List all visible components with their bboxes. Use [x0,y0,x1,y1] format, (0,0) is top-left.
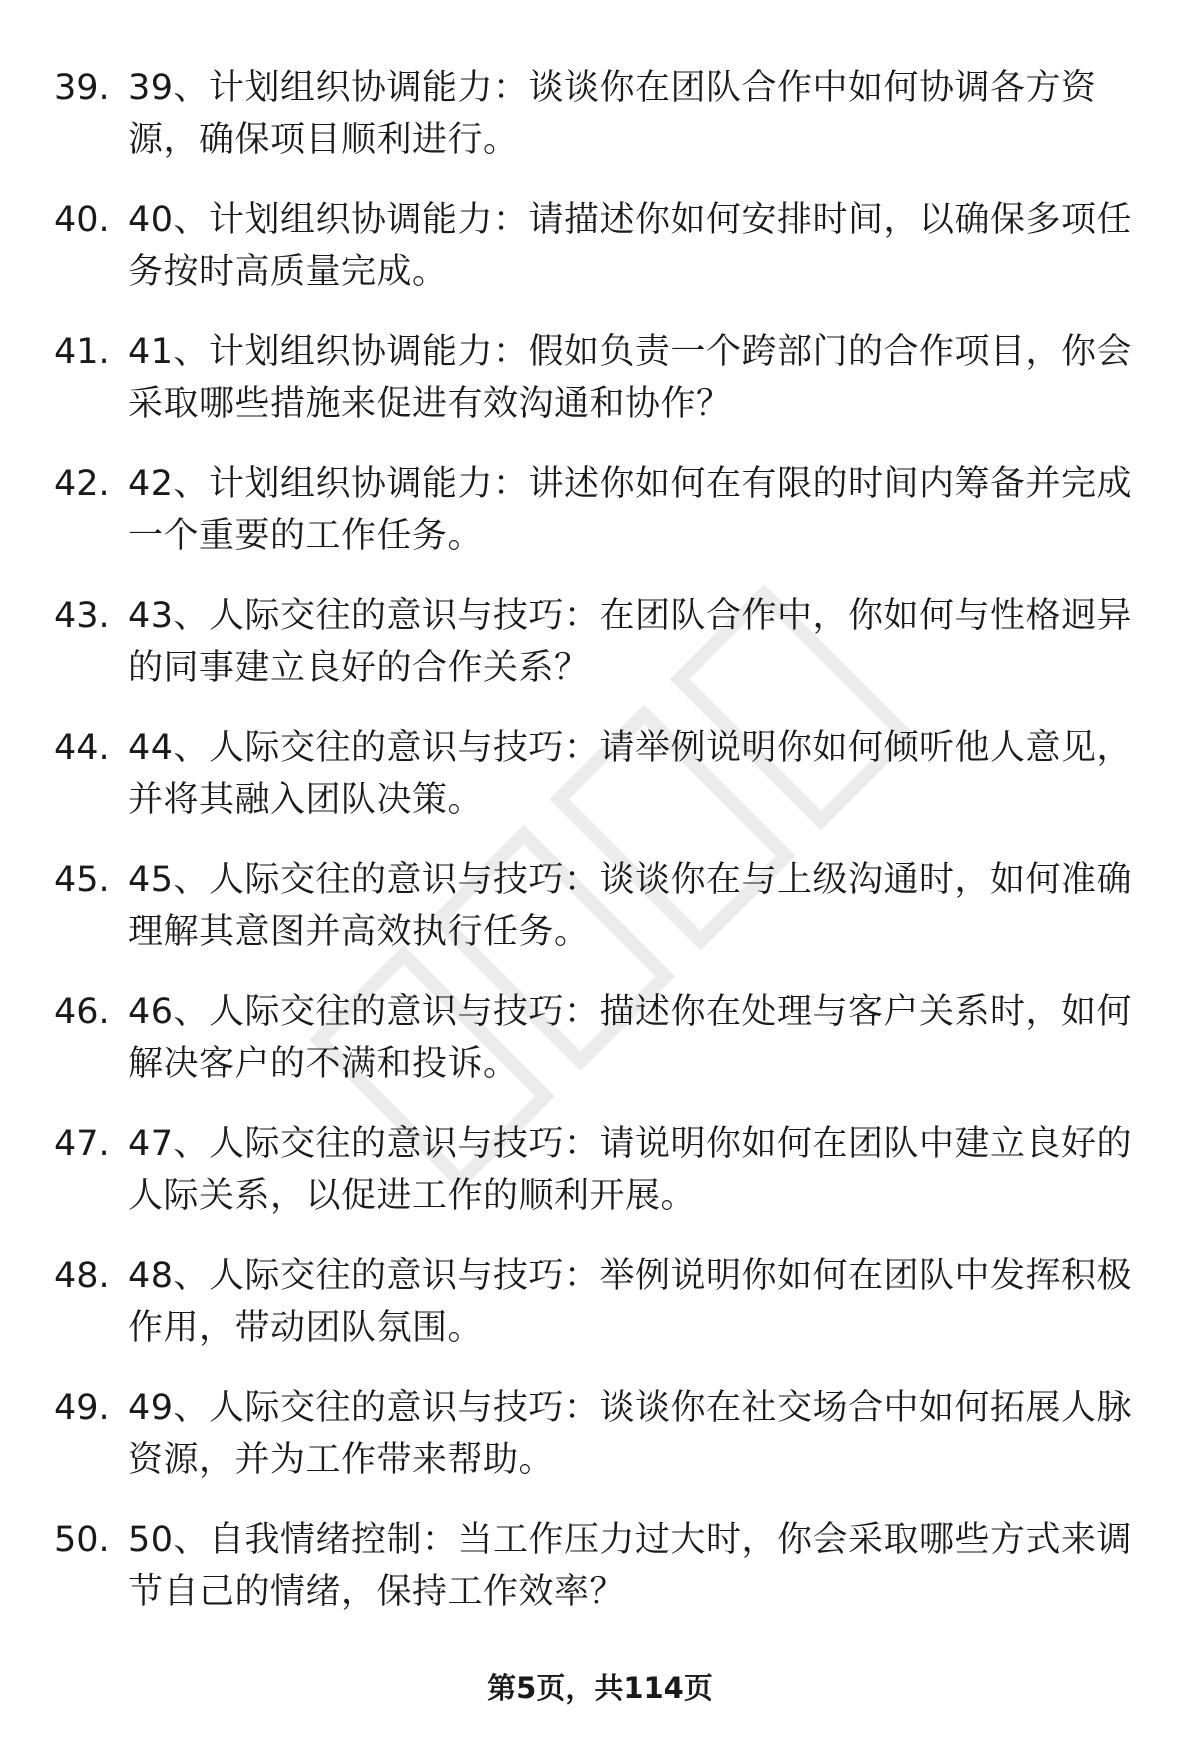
question-text: 45、人际交往的意识与技巧：谈谈你在与上级沟通时，如何准确理解其意图并高效执行任务。 [128,860,1133,952]
question-number: 47. [54,1124,110,1164]
question-list [0,62,1200,1646]
page-number-footer: 第5页，共114页 [487,1671,713,1705]
question-text: 39、计划组织协调能力：谈谈你在团队合作中如何协调各方资源，确保项目顺利进行。 [128,68,1097,160]
question-number: 40. [54,200,110,240]
list-item [0,62,1200,194]
question-number: 44. [54,728,110,768]
question-text: 47、人际交往的意识与技巧：请说明你如何在团队中建立良好的人际关系，以促进工作的顺利开展。 [128,1124,1133,1216]
question-number: 41. [54,332,110,372]
question-number: 39. [54,68,110,108]
list-item [0,722,1200,854]
question-text: 48、人际交往的意识与技巧：举例说明你如何在团队中发挥积极作用，带动团队氛围。 [128,1256,1133,1348]
list-item [0,986,1200,1118]
question-text: 41、计划组织协调能力：假如负责一个跨部门的合作项目，你会采取哪些措施来促进有效沟通和协作？ [128,332,1133,424]
list-item [0,1382,1200,1514]
question-text: 43、人际交往的意识与技巧：在团队合作中，你如何与性格迥异的同事建立良好的合作关系？ [128,596,1133,688]
question-number: 48. [54,1256,110,1296]
question-number: 43. [54,596,110,636]
list-item [0,458,1200,590]
list-item [0,1118,1200,1250]
question-number: 49. [54,1388,110,1428]
list-item [0,194,1200,326]
question-number: 45. [54,860,110,900]
list-item [0,326,1200,458]
question-text: 49、人际交往的意识与技巧：谈谈你在社交场合中如何拓展人脉资源，并为工作带来帮助。 [128,1388,1133,1480]
question-text: 50、自我情绪控制：当工作压力过大时，你会采取哪些方式来调节自己的情绪，保持工作效率？ [128,1520,1133,1612]
question-number: 50. [54,1520,110,1560]
question-text: 42、计划组织协调能力：讲述你如何在有限的时间内筹备并完成一个重要的工作任务。 [128,464,1133,556]
question-number: 46. [54,992,110,1032]
list-item [0,590,1200,722]
question-number: 42. [54,464,110,504]
list-item [0,854,1200,986]
question-text: 40、计划组织协调能力：请描述你如何安排时间，以确保多项任务按时高质量完成。 [128,200,1133,292]
list-item [0,1250,1200,1382]
question-text: 44、人际交往的意识与技巧：请举例说明你如何倾听他人意见，并将其融入团队决策。 [128,728,1133,820]
list-item [0,1514,1200,1646]
question-text: 46、人际交往的意识与技巧：描述你在处理与客户关系时，如何解决客户的不满和投诉。 [128,992,1133,1084]
